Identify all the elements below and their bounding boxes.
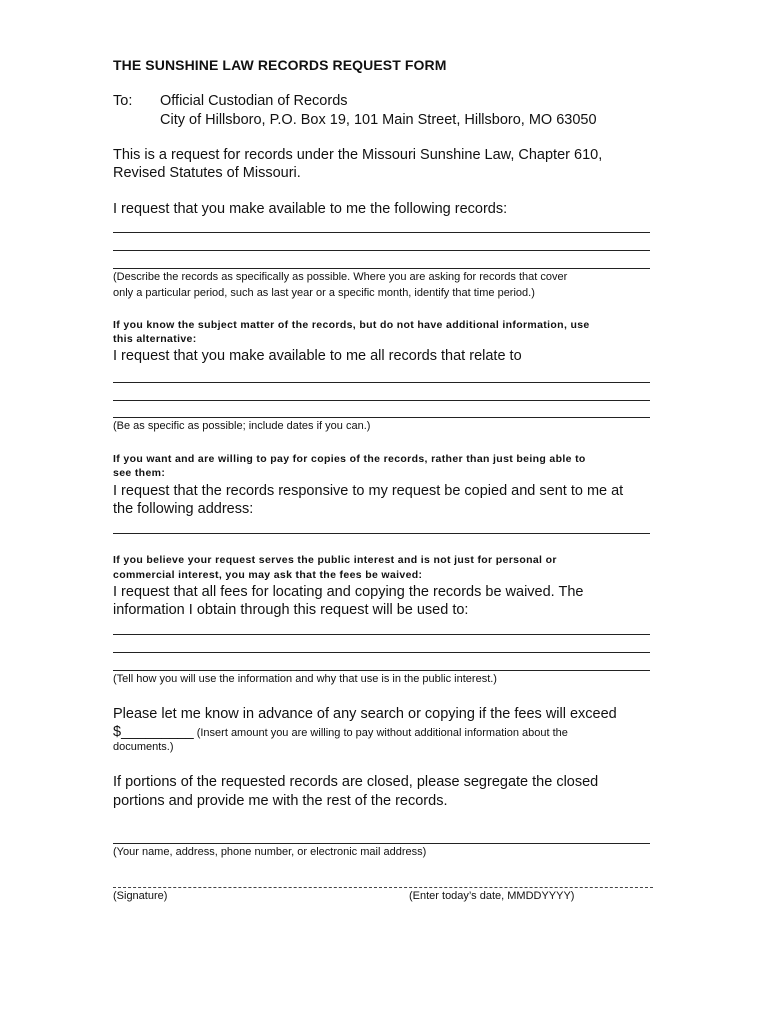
closed-line-2: portions and provide me with the rest of the records. (113, 793, 448, 809)
waiver-heading-1: If you believe your request serves the public interest and is not just for personal or (113, 554, 557, 566)
subject-note: (Be as specific as possible; include dates if you can.) (113, 420, 371, 432)
use-input-line-2[interactable] (113, 652, 650, 653)
records-input-line-3[interactable] (113, 268, 650, 269)
closed-line-1: If portions of the requested records are closed, please segregate the closed (113, 774, 599, 790)
waiver-note: (Tell how you will use the information and why that use is in the public interest.) (113, 673, 497, 685)
subject-request-text: I request that you make available to me all records that relate to (113, 348, 522, 364)
to-label: To: (113, 93, 133, 109)
subject-heading-2: this alternative: (113, 333, 197, 345)
address-input-line[interactable] (113, 533, 650, 534)
signature-label: (Signature) (113, 890, 168, 902)
custodian-address: City of Hillsboro, P.O. Box 19, 101 Main Street, Hillsboro, MO 63050 (160, 112, 597, 128)
records-note-1: (Describe the records as specifically as possible. Where you are asking for records that cover (113, 271, 568, 283)
fee-amount-field[interactable]: $_________ (113, 724, 194, 740)
intro-line-1: This is a request for records under the Missouri Sunshine Law, Chapter 610, (113, 147, 603, 163)
fee-amount-note: (Insert amount you are willing to pay without additional information about the (193, 727, 568, 739)
waiver-request-line-1: I request that all fees for locating and copying the records be waived. The (113, 584, 584, 600)
subject-input-line-1[interactable] (113, 382, 650, 383)
intro-line-2: Revised Statutes of Missouri. (113, 165, 301, 181)
subject-heading-1: If you know the subject matter of the records, but do not have additional information, use (113, 319, 590, 331)
use-input-line-3[interactable] (113, 670, 650, 671)
subject-input-line-2[interactable] (113, 400, 650, 401)
form-title: THE SUNSHINE LAW RECORDS REQUEST FORM (113, 57, 447, 73)
custodian-name: Official Custodian of Records (160, 93, 348, 109)
copies-request-line-2: the following address: (113, 501, 254, 517)
copies-heading-2: see them: (113, 467, 166, 479)
use-input-line-1[interactable] (113, 634, 650, 635)
copies-heading-1: If you want and are willing to pay for copies of the records, rather than just being able to (113, 453, 586, 465)
contact-label: (Your name, address, phone number, or electronic mail address) (113, 846, 427, 858)
records-input-line-1[interactable] (113, 232, 650, 233)
fees-amount-row (113, 723, 568, 741)
waiver-heading-2: commercial interest, you may ask that the fees be waived: (113, 569, 423, 581)
subject-input-line-3[interactable] (113, 417, 650, 418)
fees-line-1: Please let me know in advance of any search or copying if the fees will exceed (113, 706, 617, 722)
records-request-text: I request that you make available to me the following records: (113, 201, 508, 217)
fees-line-3: documents.) (113, 741, 174, 753)
date-label: (Enter today’s date, MMDDYYYY) (409, 890, 575, 902)
copies-request-line-1: I request that the records responsive to my request be copied and sent to me at (113, 483, 624, 499)
records-input-line-2[interactable] (113, 250, 650, 251)
records-note-2: only a particular period, such as last year or a specific month, identify that time period.) (113, 287, 535, 299)
signature-date-line[interactable] (113, 887, 653, 888)
waiver-request-line-2: information I obtain through this request will be used to: (113, 602, 469, 618)
contact-input-line[interactable] (113, 843, 650, 844)
